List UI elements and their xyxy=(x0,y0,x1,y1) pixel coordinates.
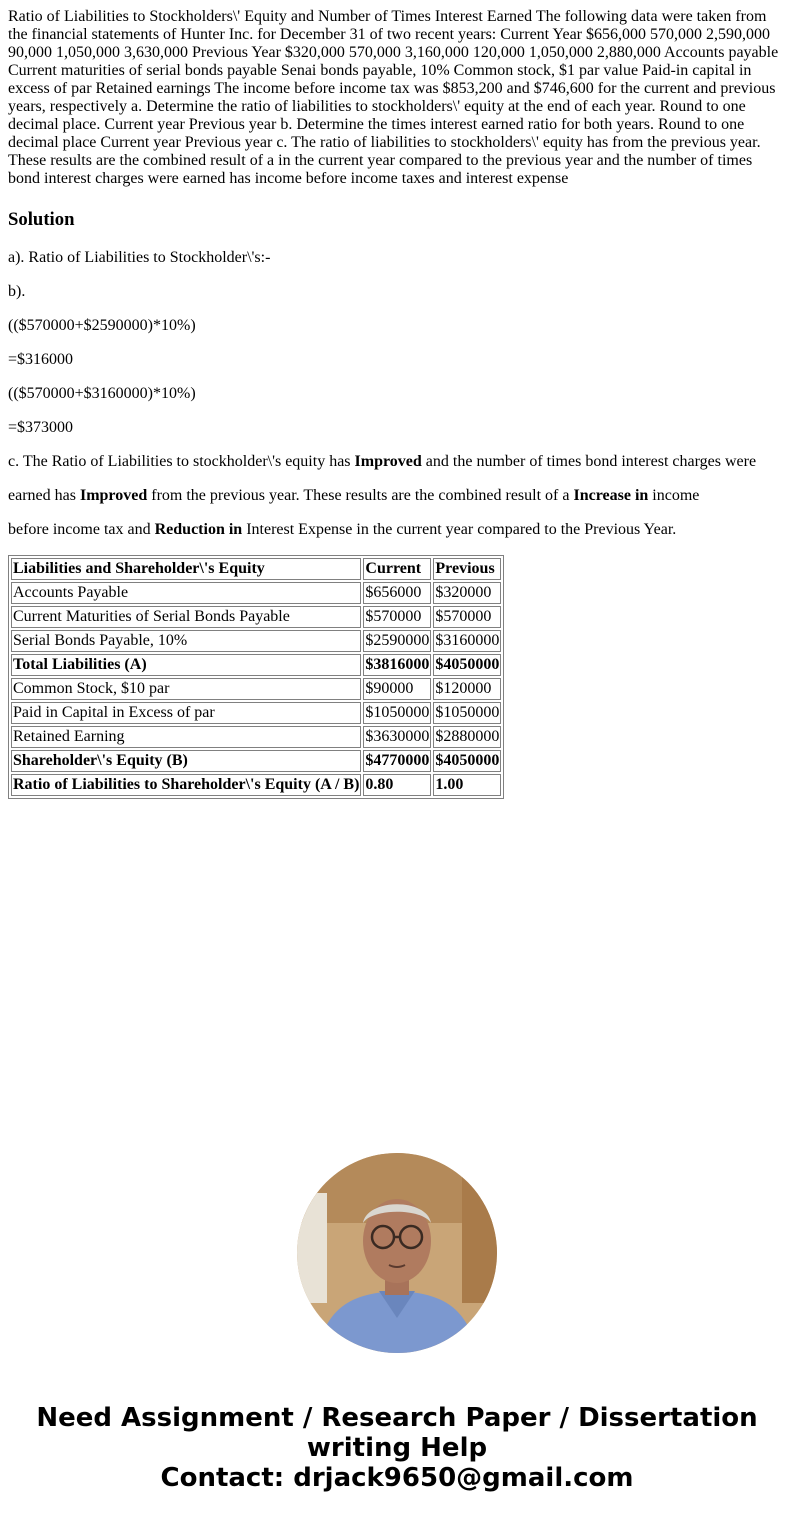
table-cell-label: Total Liabilities (A) xyxy=(11,654,361,676)
table-cell-previous: $570000 xyxy=(433,606,501,628)
question-text: Ratio of Liabilities to Stockholders\' Equity and Number of Times Interest Earned The following data were taken from the financial statements of Hunter Inc. for December 31 of two recent years: Current Year $656,000 570,000 2,590,000 90,000 1,050,000 3,630,000 Previous Year $320,000 570,000 3,160,000 120,000 1,050,000 2,880,000 Accounts payable Current maturities of serial bonds payable Senai bonds payable, 10% Common stock, $1 par value Paid-in capital in excess of par Retained earnings The income before income tax was $853,200 and $746,600 for the current and previous years, respectively a. Determine the ratio of liabilities to stockholders\' equity at the end of each year. Round to one decimal place. Current year Previous year b. Determine the times interest earned ratio for both years. Round to one decimal place Current year Previous year c. The ratio of liabilities to stockholders\' equity has from the previous year. These results are the combined result of a in the current year compared to the previous year and the number of times bond interest charges were earned has income before income taxes and interest expense xyxy=(8,8,779,187)
interest-result-current: =$316000 xyxy=(8,351,74,368)
table-cell-current: $2590000 xyxy=(363,630,431,652)
table-cell-current: $656000 xyxy=(363,582,431,604)
table-cell-label: Ratio of Liabilities to Shareholder\'s Equity (A / B) xyxy=(11,774,361,796)
solution-part-b: b). xyxy=(8,283,26,300)
banner-contact: Contact: drjack9650@gmail.com xyxy=(160,1463,634,1493)
text-span: before income tax and xyxy=(8,521,155,538)
table-cell-current: $3630000 xyxy=(363,726,431,748)
text-span: from the previous year. These results are the combined result of a xyxy=(147,487,574,504)
table-row xyxy=(11,654,501,676)
table-cell-previous: $1050000 xyxy=(433,702,501,724)
table-cell-previous: $320000 xyxy=(433,582,501,604)
table-cell-current: $4770000 xyxy=(363,750,431,772)
page-content xyxy=(8,8,784,799)
text-span: income xyxy=(648,487,700,504)
table-row xyxy=(11,702,501,724)
table-row xyxy=(11,630,501,652)
solution-heading: Solution xyxy=(8,209,75,230)
table-header-row xyxy=(11,558,501,580)
table-row xyxy=(11,726,501,748)
table-cell-label: Accounts Payable xyxy=(11,582,361,604)
table-cell-previous: $4050000 xyxy=(433,750,501,772)
table-cell-previous: $3160000 xyxy=(433,630,501,652)
table-header-cell: Current xyxy=(363,558,431,580)
banner-line-1: Need Assignment / Research Paper / Dissertation xyxy=(36,1403,758,1433)
table-cell-previous: $4050000 xyxy=(433,654,501,676)
text-span: earned has xyxy=(8,487,80,504)
avatar xyxy=(297,1153,497,1353)
bold-span: Increase in xyxy=(573,487,649,504)
table-cell-current: 0.80 xyxy=(363,774,431,796)
text-span: Interest Expense in the current year compared to the Previous Year. xyxy=(242,521,677,538)
equity-table xyxy=(8,555,504,799)
text-span: c. The Ratio of Liabilities to stockholder\'s equity has xyxy=(8,453,355,470)
table-row xyxy=(11,606,501,628)
solution-part-c-line2 xyxy=(8,487,784,505)
interest-result-previous: =$373000 xyxy=(8,419,74,436)
table-row xyxy=(11,774,501,796)
table-header-cell: Previous xyxy=(433,558,501,580)
table-cell-previous: $120000 xyxy=(433,678,501,700)
table-cell-current: $3816000 xyxy=(363,654,431,676)
table-cell-label: Shareholder\'s Equity (B) xyxy=(11,750,361,772)
bold-span: Improved xyxy=(79,487,148,504)
table-cell-label: Paid in Capital in Excess of par xyxy=(11,702,361,724)
table-cell-label: Current Maturities of Serial Bonds Payable xyxy=(11,606,361,628)
solution-part-c-line3 xyxy=(8,521,784,539)
table-row xyxy=(11,750,501,772)
bold-span: Reduction in xyxy=(154,521,243,538)
solution-part-a: a). Ratio of Liabilities to Stockholder\'s:- xyxy=(8,249,271,266)
bold-span: Improved xyxy=(354,453,422,470)
interest-calc-previous: (($570000+$3160000)*10%) xyxy=(8,385,196,402)
table-cell-label: Retained Earning xyxy=(11,726,361,748)
help-banner xyxy=(0,1403,794,1493)
table-cell-current: $1050000 xyxy=(363,702,431,724)
table-cell-label: Common Stock, $10 par xyxy=(11,678,361,700)
text-span: and the number of times bond interest charges were xyxy=(421,453,757,470)
solution-part-c-line1 xyxy=(8,453,784,471)
banner-line-2: writing Help xyxy=(306,1433,488,1463)
person-photo-icon xyxy=(297,1153,497,1353)
interest-calc-current: (($570000+$2590000)*10%) xyxy=(8,317,196,334)
table-row xyxy=(11,678,501,700)
table-cell-current: $90000 xyxy=(363,678,431,700)
table-cell-current: $570000 xyxy=(363,606,431,628)
table-row xyxy=(11,582,501,604)
table-cell-previous: 1.00 xyxy=(433,774,501,796)
table-cell-previous: $2880000 xyxy=(433,726,501,748)
table-header-cell: Liabilities and Shareholder\'s Equity xyxy=(11,558,361,580)
table-cell-label: Serial Bonds Payable, 10% xyxy=(11,630,361,652)
